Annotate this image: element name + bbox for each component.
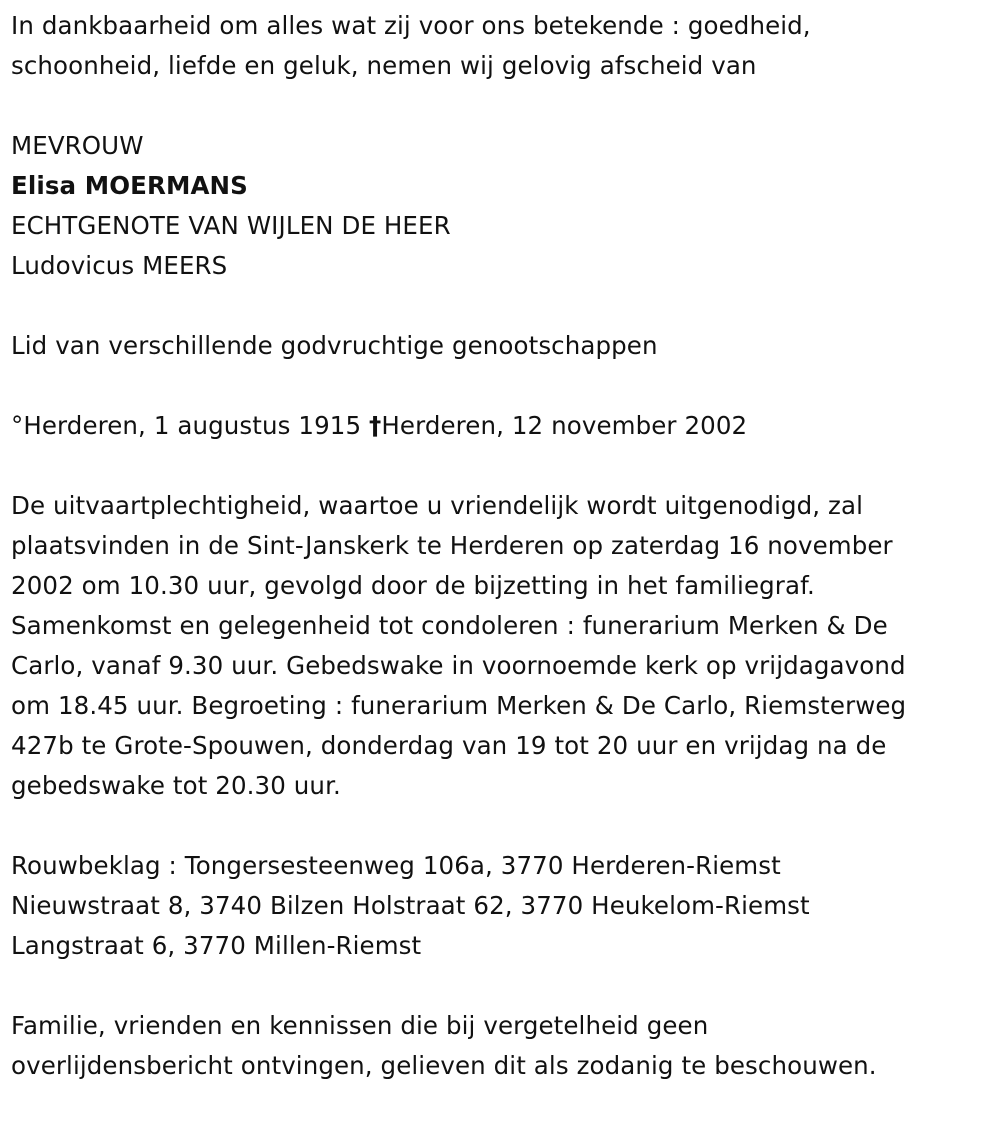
- membership-line: Lid van verschillende godvruchtige genootschappen: [11, 331, 658, 360]
- death-date: Herderen, 12 november 2002: [381, 411, 748, 440]
- obituary-notice: [11, 6, 986, 1086]
- ceremony-line: gebedswake tot 20.30 uur.: [11, 771, 341, 800]
- ceremony-line: plaatsvinden in de Sint-Janskerk te Herderen op zaterdag 16 november: [11, 531, 893, 560]
- ceremony-line: Carlo, vanaf 9.30 uur. Gebedswake in voornoemde kerk op vrijdagavond: [11, 651, 906, 680]
- birth-marker: °: [11, 411, 24, 440]
- death-cross-icon: †: [369, 411, 382, 440]
- spouse-name: Ludovicus MEERS: [11, 251, 228, 280]
- address-line: Nieuwstraat 8, 3740 Bilzen Holstraat 62, 3770 Heukelom-Riemst: [11, 891, 810, 920]
- closing-line: overlijdensbericht ontvingen, gelieven dit als zodanig te beschouwen.: [11, 1051, 877, 1080]
- ceremony-paragraph: [11, 486, 986, 806]
- closing-line: Familie, vrienden en kennissen die bij vergetelheid geen: [11, 1011, 709, 1040]
- spacer: [11, 366, 986, 406]
- closing-paragraph: [11, 1006, 986, 1086]
- deceased-name: Elisa MOERMANS: [11, 171, 248, 200]
- address-line: Langstraat 6, 3770 Millen-Riemst: [11, 931, 422, 960]
- spacer: [11, 806, 986, 846]
- birth-date: Herderen, 1 augustus 1915: [23, 411, 362, 440]
- intro-line-1: In dankbaarheid om alles wat zij voor ons betekende : goedheid,: [11, 11, 811, 40]
- ceremony-line: Samenkomst en gelegenheid tot condoleren : funerarium Merken & De: [11, 611, 888, 640]
- spacer: [11, 966, 986, 1006]
- spacer: [11, 86, 986, 126]
- ceremony-line: De uitvaartplechtigheid, waartoe u vriendelijk wordt uitgenodigd, zal: [11, 491, 864, 520]
- address-line: Rouwbeklag : Tongersesteenweg 106a, 3770 Herderen-Riemst: [11, 851, 781, 880]
- ceremony-line: 2002 om 10.30 uur, gevolgd door de bijzetting in het familiegraf.: [11, 571, 815, 600]
- spouse-relation: ECHTGENOTE VAN WIJLEN DE HEER: [11, 211, 451, 240]
- mourning-addresses: [11, 846, 986, 966]
- spacer: [11, 446, 986, 486]
- dates-line: [11, 406, 986, 446]
- salutation: MEVROUW: [11, 131, 144, 160]
- deceased-block: [11, 126, 986, 286]
- spacer: [11, 286, 986, 326]
- intro-paragraph: [11, 6, 986, 86]
- intro-line-2: schoonheid, liefde en geluk, nemen wij gelovig afscheid van: [11, 51, 757, 80]
- ceremony-line: 427b te Grote-Spouwen, donderdag van 19 tot 20 uur en vrijdag na de: [11, 731, 887, 760]
- ceremony-line: om 18.45 uur. Begroeting : funerarium Merken & De Carlo, Riemsterweg: [11, 691, 907, 720]
